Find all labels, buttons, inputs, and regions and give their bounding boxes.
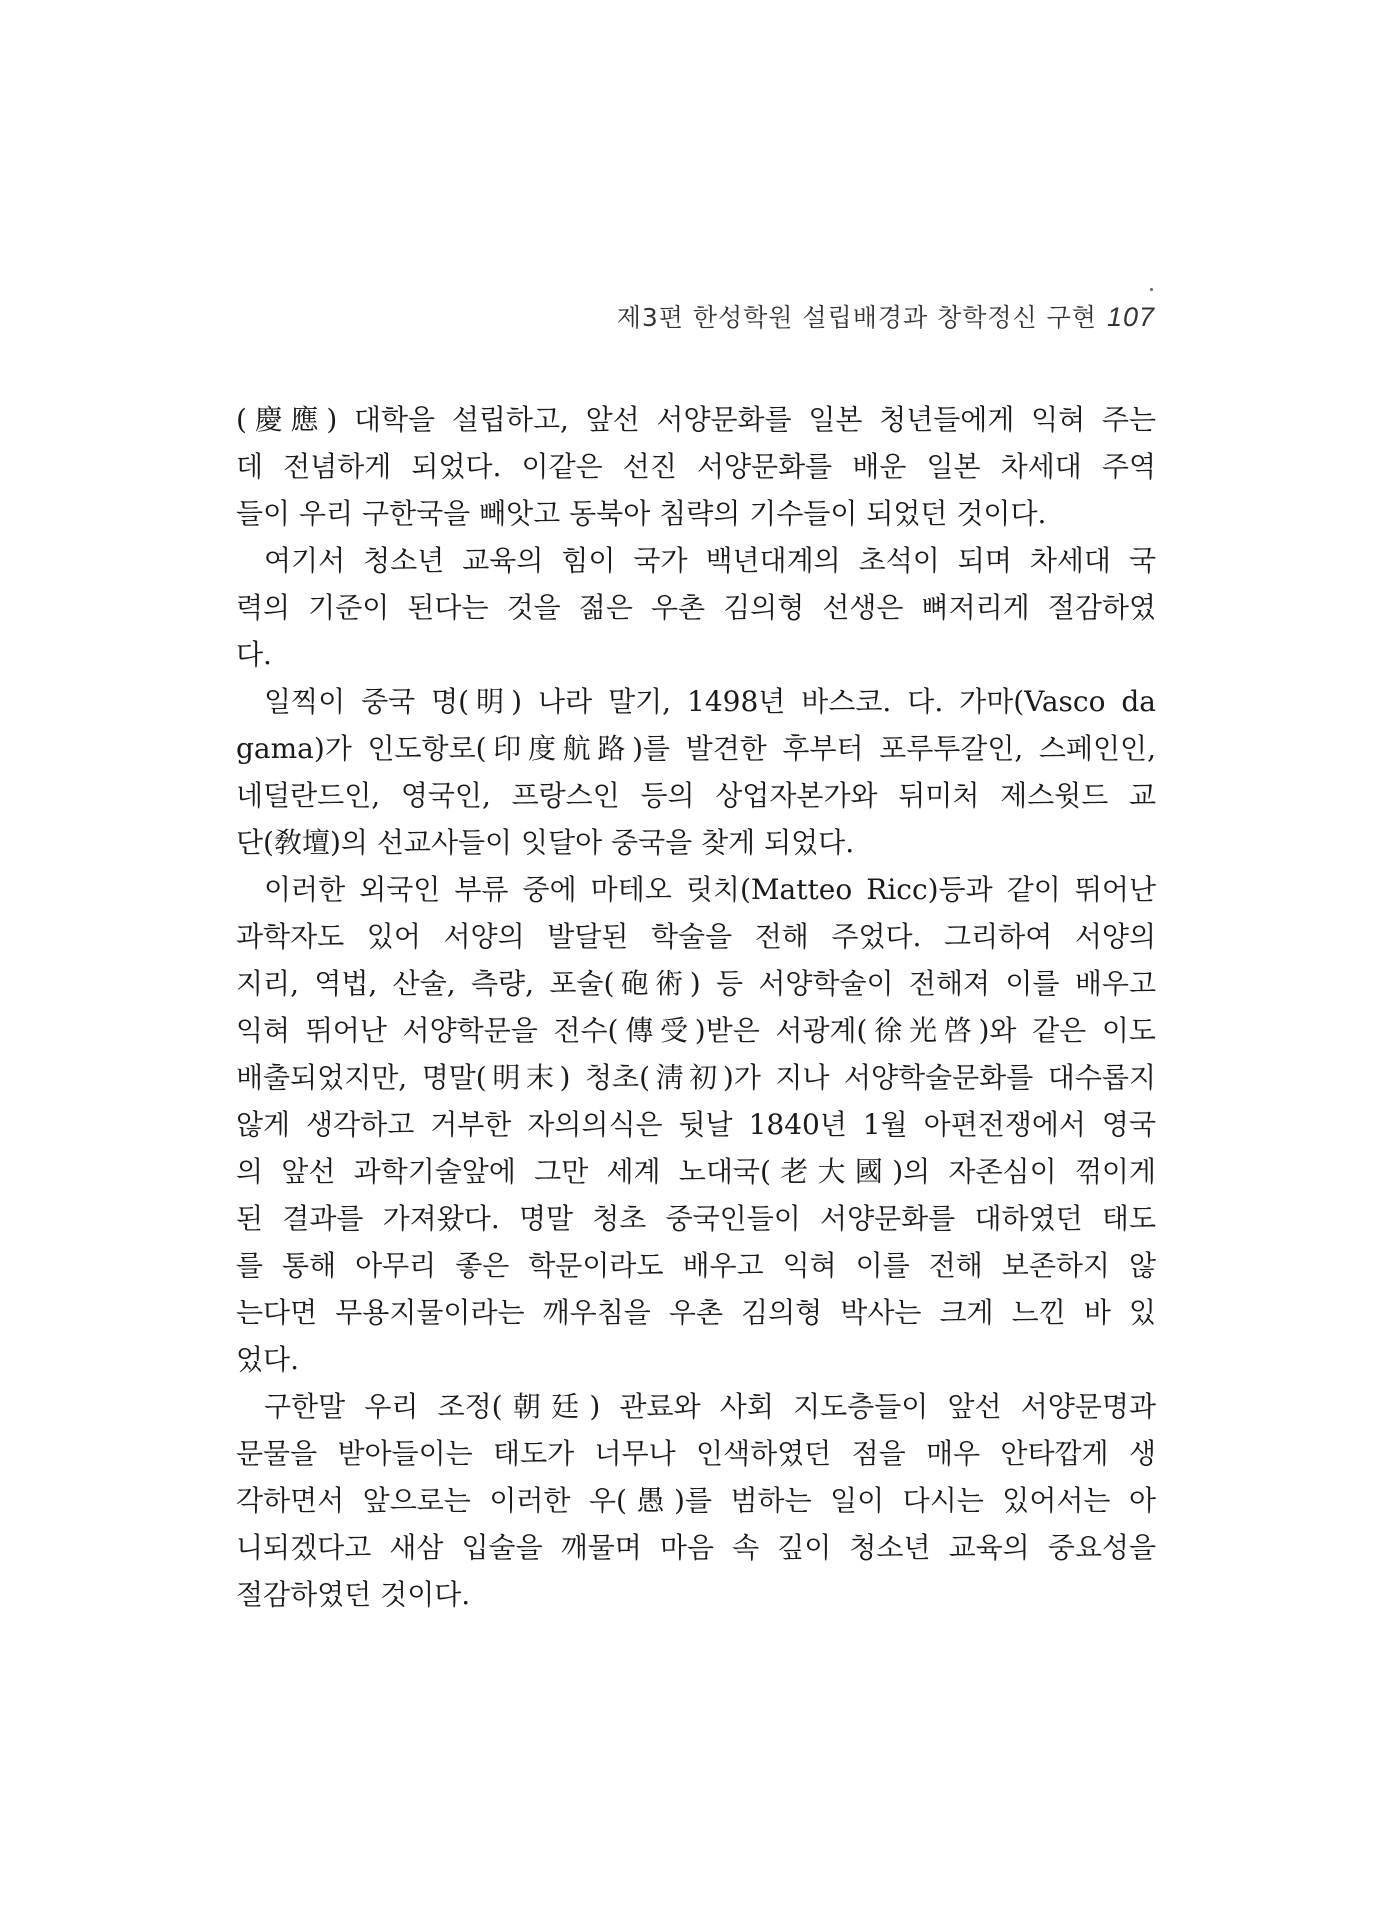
- text-line: 는다면 무용지물이라는 깨우침을 우촌 김의형 박사는 크게 느낀 바 있: [236, 1296, 1156, 1329]
- text-line: 익혀 뛰어난 서양학문을 전수(傳受)받은 서광계(徐光啓)와 같은 이도: [236, 1014, 1156, 1047]
- page-number: 107: [1106, 302, 1155, 332]
- text-line: 단(敎壇)의 선교사들이 잇달아 중국을 찾게 되었다.: [236, 826, 855, 859]
- text-line: 여기서 청소년 교육의 힘이 국가 백년대계의 초석이 되며 차세대 국: [264, 544, 1156, 577]
- text-line: 배출되었지만, 명말(明末) 청초(淸初)가 지나 서양학술문화를 대수롭지: [236, 1061, 1156, 1094]
- text-line: 를 통해 아무리 좋은 학문이라도 배우고 익혀 이를 전해 보존하지 않: [236, 1249, 1156, 1282]
- text-line: 된 결과를 가져왔다. 명말 청초 중국인들이 서양문화를 대하였던 태도: [236, 1202, 1156, 1235]
- text-line: 문물을 받아들이는 태도가 너무나 인색하였던 점을 매우 안타깝게 생: [236, 1437, 1156, 1470]
- paragraph: [236, 1383, 1156, 1618]
- text-line: 의 앞선 과학기술앞에 그만 세계 노대국(老大國)의 자존심이 꺾이게: [236, 1155, 1156, 1188]
- text-line: 이러한 외국인 부류 중에 마테오 릿치(Matteo Ricc)등과 같이 뛰어난: [264, 873, 1156, 906]
- text-line: 다.: [236, 638, 272, 671]
- text-line: 들이 우리 구한국을 빼앗고 동북아 침략의 기수들이 되었던 것이다.: [236, 497, 1047, 530]
- text-line: 었다.: [236, 1343, 299, 1376]
- text-line: 력의 기준이 된다는 것을 젊은 우촌 김의형 선생은 뼈저리게 절감하였: [236, 591, 1156, 624]
- text-line: 니되겠다고 새삼 입술을 깨물며 마음 속 깊이 청소년 교육의 중요성을: [236, 1531, 1156, 1564]
- text-line: gama)가 인도항로(印度航路)를 발견한 후부터 포루투갈인, 스페인인,: [236, 732, 1156, 765]
- text-line: 데 전념하게 되었다. 이같은 선진 서양문화를 배운 일본 차세대 주역: [236, 450, 1156, 483]
- paragraph: [236, 678, 1156, 866]
- text-line: 일찍이 중국 명(明) 나라 말기, 1498년 바스코. 다. 가마(Vasco da: [264, 685, 1156, 718]
- text-line: 네덜란드인, 영국인, 프랑스인 등의 상업자본가와 뒤미처 제스윗드 교: [236, 779, 1156, 812]
- text-line: 절감하였던 것이다.: [236, 1578, 471, 1611]
- paragraph: [236, 866, 1156, 1383]
- running-header: [617, 298, 1155, 334]
- text-line: 각하면서 앞으로는 이러한 우(愚)를 범하는 일이 다시는 있어서는 아: [236, 1484, 1156, 1517]
- text-line: 구한말 우리 조정(朝廷) 관료와 사회 지도층들이 앞선 서양문명과: [264, 1390, 1156, 1423]
- paragraph: [236, 537, 1156, 678]
- text-line: 않게 생각하고 거부한 자의의식은 뒷날 1840년 1월 아편전쟁에서 영국: [236, 1108, 1156, 1141]
- chapter-title: 제3편 한성학원 설립배경과 창학정신 구현: [616, 303, 1097, 332]
- body-text: [236, 396, 1156, 1618]
- paragraph: [236, 396, 1156, 537]
- print-speck: [1150, 288, 1153, 291]
- text-line: (慶應) 대학을 설립하고, 앞선 서양문화를 일본 청년들에게 익혀 주는: [236, 403, 1156, 436]
- text-line: 지리, 역법, 산술, 측량, 포술(砲術) 등 서양학술이 전해져 이를 배우고: [236, 967, 1156, 1000]
- text-line: 과학자도 있어 서양의 발달된 학술을 전해 주었다. 그리하여 서양의: [236, 920, 1156, 953]
